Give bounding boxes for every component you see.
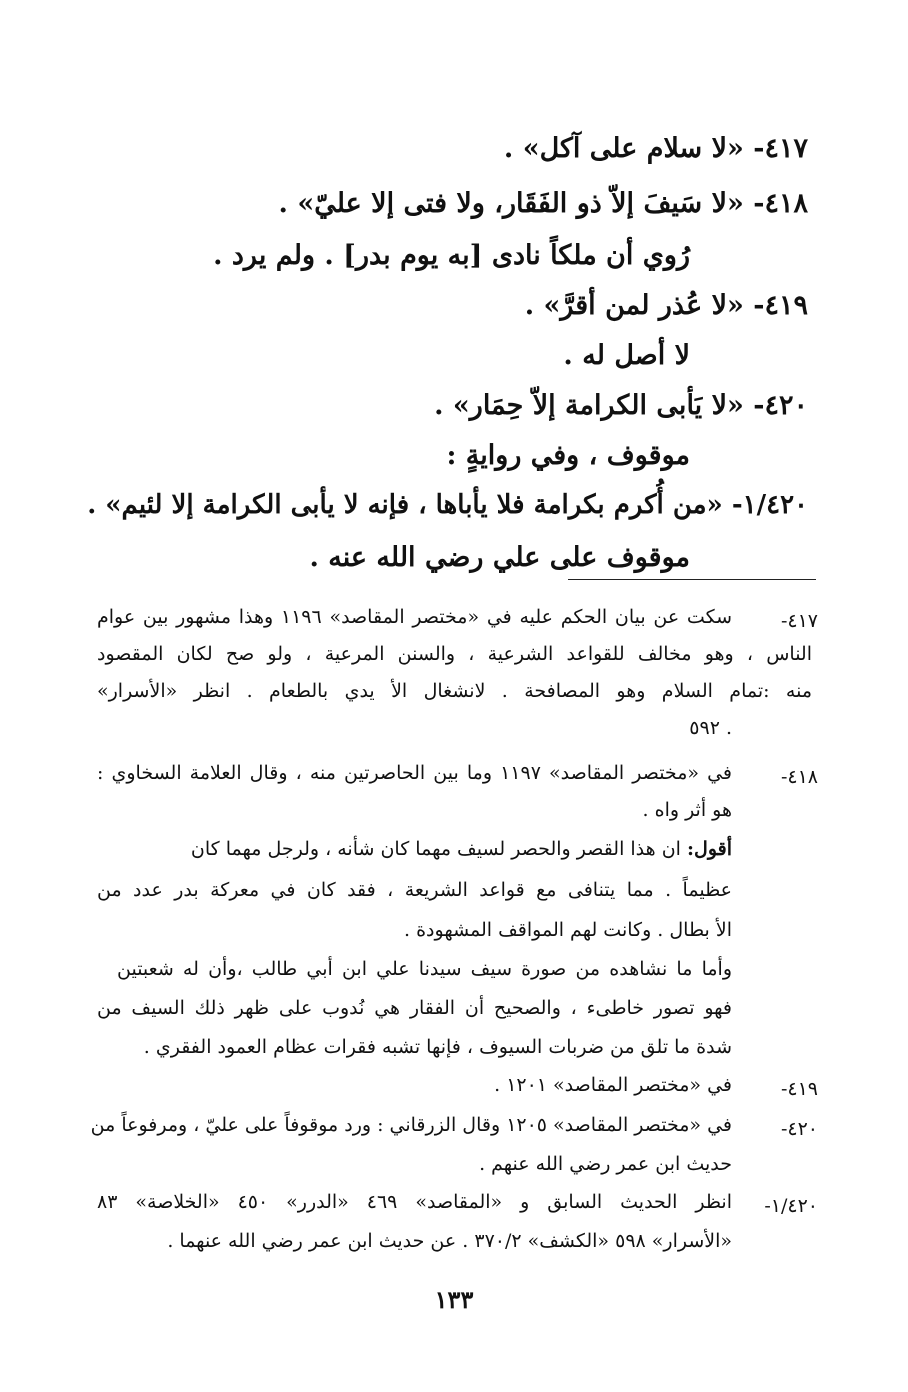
footnote-number-420-1: ١/٤٢٠- — [764, 1195, 818, 1217]
entry-number: ٤١٧- — [753, 133, 808, 164]
entry-420-note — [446, 440, 690, 471]
page-number: ١٣٣ — [434, 1285, 474, 1314]
footnote-419-line: في «مختصر المقاصد» ١٢٠١ . — [494, 1074, 732, 1096]
aqul-label: أقول: — [687, 838, 732, 860]
aqul-line — [97, 840, 732, 859]
footnote-420-line: في «مختصر المقاصد» ١٢٠٥ وقال الزرقاني : ورد موقوفاً على عليّ ، ومرفوعاً من — [90, 1114, 732, 1136]
footnote-418-line: في «مختصر المقاصد» ١١٩٧ وما بين الحاصرتين منه ، وقال العلامة السخاوي : — [97, 762, 732, 784]
entry-text: «من أُكرم بكرامة فلا يأباها ، فإنه لا يأبى الكرامة إلا لئيم» . — [87, 490, 723, 520]
amma-line: شدة ما تلق من ضربات السيوف ، فإنها تشبه فقرات عظام العمود الفقري . — [143, 1036, 732, 1058]
entry-417 — [504, 133, 808, 164]
entry-number: ١/٤٢٠- — [731, 490, 808, 520]
entry-419 — [525, 290, 808, 321]
entry-number: ٤١٨- — [753, 188, 808, 219]
footnote-number-418: ٤١٨- — [780, 766, 818, 788]
entry-text: موقوف ، وفي روايةٍ : — [446, 440, 690, 471]
entry-text: «لا يَأبى الكرامة إلاّ حِمَار» . — [434, 390, 744, 421]
footnote-420-1-line: انظر الحديث السابق و «المقاصد» ٤٦٩ «الدرر» ٤٥٠ «الخلاصة» ٨٣ — [97, 1191, 732, 1213]
entry-text: «لا سلام على آكل» . — [503, 133, 744, 164]
entry-418-note — [213, 240, 690, 271]
footnote-417-line: سكت عن بيان الحكم عليه في «مختصر المقاصد» ١١٩٦ وهذا مشهور بين عوام — [97, 606, 732, 628]
aqul-line: الأ بطال . وكانت لهم المواقف المشهودة . — [404, 919, 732, 941]
footnote-417-line: منه :تمام السلام وهو المصافحة . لانشغال الأ يدي بالطعام . انظر «الأسرار» — [97, 680, 812, 702]
footnote-number-417: ٤١٧- — [780, 610, 818, 632]
entry-text: لا أصل له . — [563, 340, 690, 371]
entry-420-1-note — [309, 542, 690, 573]
entry-number: ٤٢٠- — [753, 390, 808, 421]
amma-line: وأما ما نشاهده من صورة سيف سيدنا علي ابن أبي طالب ،وأن له شعبتين — [117, 958, 732, 980]
entry-number: ٤١٩- — [753, 290, 808, 321]
footnote-417-line: ٥٩٢ . — [689, 717, 732, 739]
entry-419-note — [563, 340, 690, 371]
entry-420-1 — [87, 490, 808, 520]
footnote-number-420: ٤٢٠- — [780, 1118, 818, 1140]
amma-line: فهو تصور خاطىء ، والصحيح أن الفقار هي نُدوب على ظهر ذلك السيف من — [97, 997, 732, 1019]
aqul-line: عظيماً . مما يتنافى مع قواعد الشريعة ، فقد كان في معركة بدر عدد من — [97, 879, 732, 901]
entry-text: رُوي أن ملكاً نادى [به يوم بدر] . ولم يرد . — [213, 240, 690, 271]
aqul-text: ان هذا القصر والحصر لسيف مهما كان شأنه ، ولرجل مهما كان — [190, 838, 681, 860]
footnote-420-line: حديث ابن عمر رضي الله عنهم . — [479, 1153, 732, 1175]
entry-text: «لا سَيفَ إلاّ ذو الفَقَار، ولا فتى إلا عليّ» . — [278, 188, 744, 219]
footnote-separator — [568, 579, 816, 580]
footnote-number-419: ٤١٩- — [780, 1078, 818, 1100]
footnote-420-1-line: «الأسرار» ٥٩٨ «الكشف» ٣٧٠/٢ . عن حديث ابن عمر رضي الله عنهما . — [167, 1230, 732, 1252]
entry-420 — [434, 390, 808, 421]
entry-text: «لا عُذر لمن أقرَّ» . — [524, 290, 744, 321]
footnote-417-line: الناس ، وهو مخالف للقواعد الشرعية ، والسنن المرعية ، ولو صح لكان المقصود — [97, 643, 812, 665]
entry-418 — [279, 188, 808, 219]
entry-text: موقوف على علي رضي الله عنه . — [309, 542, 690, 573]
footnote-418-line: هو أثر واه . — [642, 799, 732, 821]
